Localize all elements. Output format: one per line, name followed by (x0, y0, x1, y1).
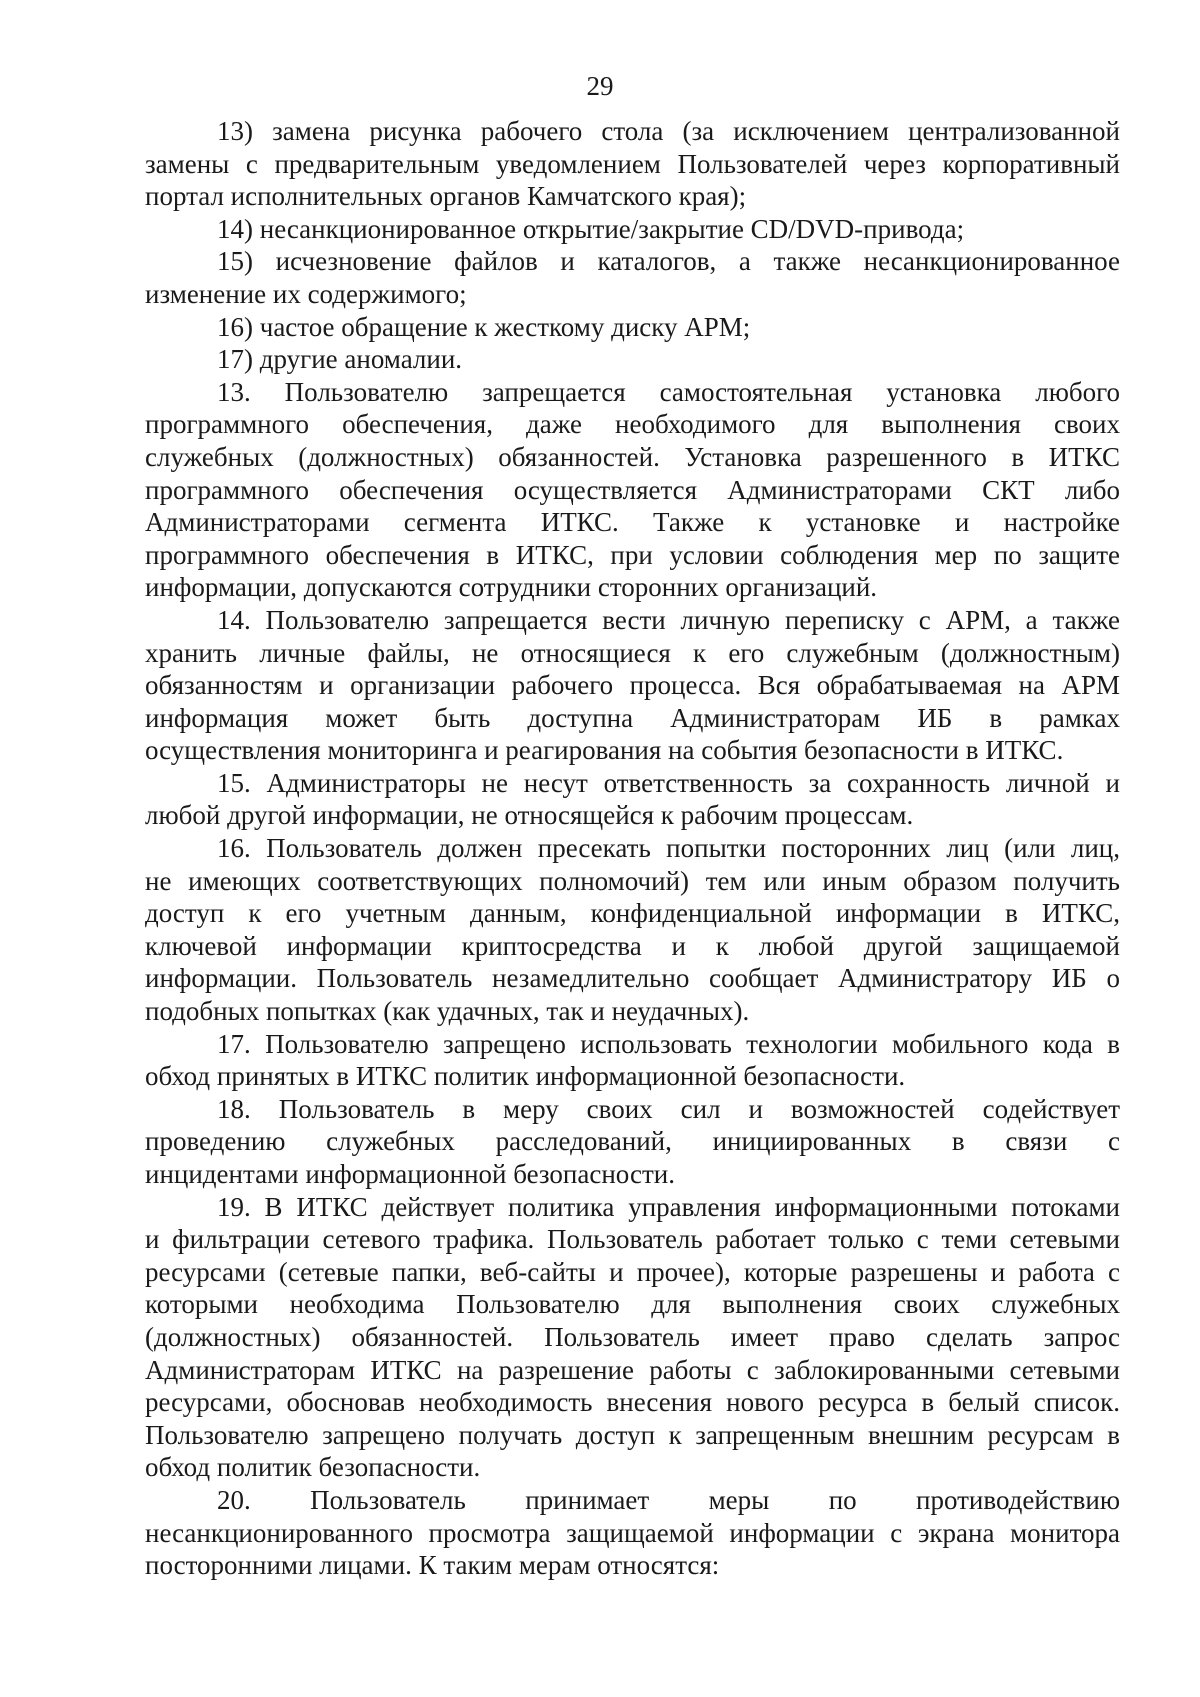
text-line: 16. Пользователь должен пресекать попытки посторонних лиц (или лиц, (217, 833, 1120, 864)
document-body (145, 115, 1120, 1582)
text-line: доступ к его учетным данным, конфиденциальной информации в ИТКС, (145, 898, 1120, 929)
text-line: и фильтрации сетевого трафика. Пользователь работает только с теми сетевыми (145, 1224, 1120, 1255)
text-line: 13. Пользователю запрещается самостоятельная установка любого (217, 376, 1120, 407)
text-line: изменение их содержимого; (145, 278, 467, 309)
page-number: 29 (586, 71, 614, 101)
text-line: портал исполнительных органов Камчатского края); (145, 181, 747, 212)
text-line: 15) исчезновение файлов и каталогов, а также несанкционированное (217, 246, 1120, 277)
text-line: 13) замена рисунка рабочего стола (за исключением централизованной (217, 116, 1120, 146)
text-line: хранить личные файлы, не относящиеся к его служебным (должностным) (145, 637, 1120, 668)
text-line: 15. Администраторы не несут ответственность за сохранность личной и (217, 767, 1120, 798)
text-line: информации, допускаются сотрудники сторонних организаций. (145, 572, 878, 603)
text-line: 20. Пользователь принимает меры по противодействию (217, 1484, 1120, 1515)
text-line: ключевой информации криптосредства и к любой другой защищаемой (145, 930, 1120, 961)
text-line: Администраторами сегмента ИТКС. Также к установке и настройке (145, 507, 1120, 538)
text-line: информация может быть доступна Администраторам ИБ в рамках (145, 702, 1120, 733)
text-line: инцидентами информационной безопасности. (145, 1159, 675, 1189)
text-line: Администраторам ИТКС на разрешение работы с заблокированными сетевыми (145, 1354, 1120, 1385)
text-line: 14. Пользователю запрещается вести личную переписку с АРМ, а также (217, 604, 1120, 635)
text-line: программного обеспечения осуществляется Администраторами СКТ либо (145, 474, 1120, 505)
text-line: обход политик безопасности. (145, 1452, 481, 1483)
text-line: информации. Пользователь незамедлительно сообщает Администратору ИБ о (145, 963, 1120, 994)
text-line: не имеющих соответствующих полномочий) тем или иным образом получить (145, 865, 1120, 896)
text-line: 17) другие аномалии. (217, 344, 463, 375)
text-line: ресурсами (сетевые папки, веб-сайты и прочее), которые разрешены и работа с (145, 1256, 1120, 1287)
text-line: обход принятых в ИТКС политик информационной безопасности. (145, 1061, 906, 1092)
text-line: подобных попытках (как удачных, так и неудачных). (145, 996, 750, 1027)
text-line: ресурсами, обосновав необходимость внесения нового ресурса в белый список. (145, 1387, 1120, 1418)
text-line: служебных (должностных) обязанностей. Установка разрешенного в ИТКС (145, 441, 1120, 472)
text-line: 14) несанкционированное открытие/закрытие CD/DVD-привода; (217, 213, 965, 244)
text-line: программного обеспечения в ИТКС, при условии соблюдения мер по защите (145, 539, 1120, 570)
text-line: обязанностям и организации рабочего процесса. Вся обрабатываемая на АРМ (145, 670, 1120, 701)
text-line: 16) частое обращение к жесткому диску АРМ; (217, 311, 751, 342)
text-line: проведению служебных расследований, инициированных в связи с (145, 1126, 1120, 1157)
text-line: программного обеспечения, даже необходимого для выполнения своих (145, 409, 1120, 440)
text-line: любой другой информации, не относящейся к рабочим процессам. (145, 800, 914, 831)
text-line: несанкционированного просмотра защищаемой информации с экрана монитора (145, 1517, 1120, 1548)
text-line: 19. В ИТКС действует политика управления информационными потоками (217, 1191, 1120, 1222)
text-line: посторонними лицами. К таким мерам относятся: (145, 1550, 720, 1581)
text-line: которыми необходима Пользователю для выполнения своих служебных (145, 1289, 1120, 1320)
text-line: 17. Пользователю запрещено использовать технологии мобильного кода в (217, 1028, 1120, 1059)
text-line: (должностных) обязанностей. Пользователь имеет право сделать запрос (145, 1321, 1120, 1352)
text-line: 18. Пользователь в меру своих сил и возможностей содействует (217, 1093, 1120, 1124)
text-line: замены с предварительным уведомлением Пользователей через корпоративный (145, 148, 1120, 179)
text-line: осуществления мониторинга и реагирования на события безопасности в ИТКС. (145, 735, 1064, 766)
text-line: Пользователю запрещено получать доступ к запрещенным внешним ресурсам в (145, 1419, 1120, 1450)
